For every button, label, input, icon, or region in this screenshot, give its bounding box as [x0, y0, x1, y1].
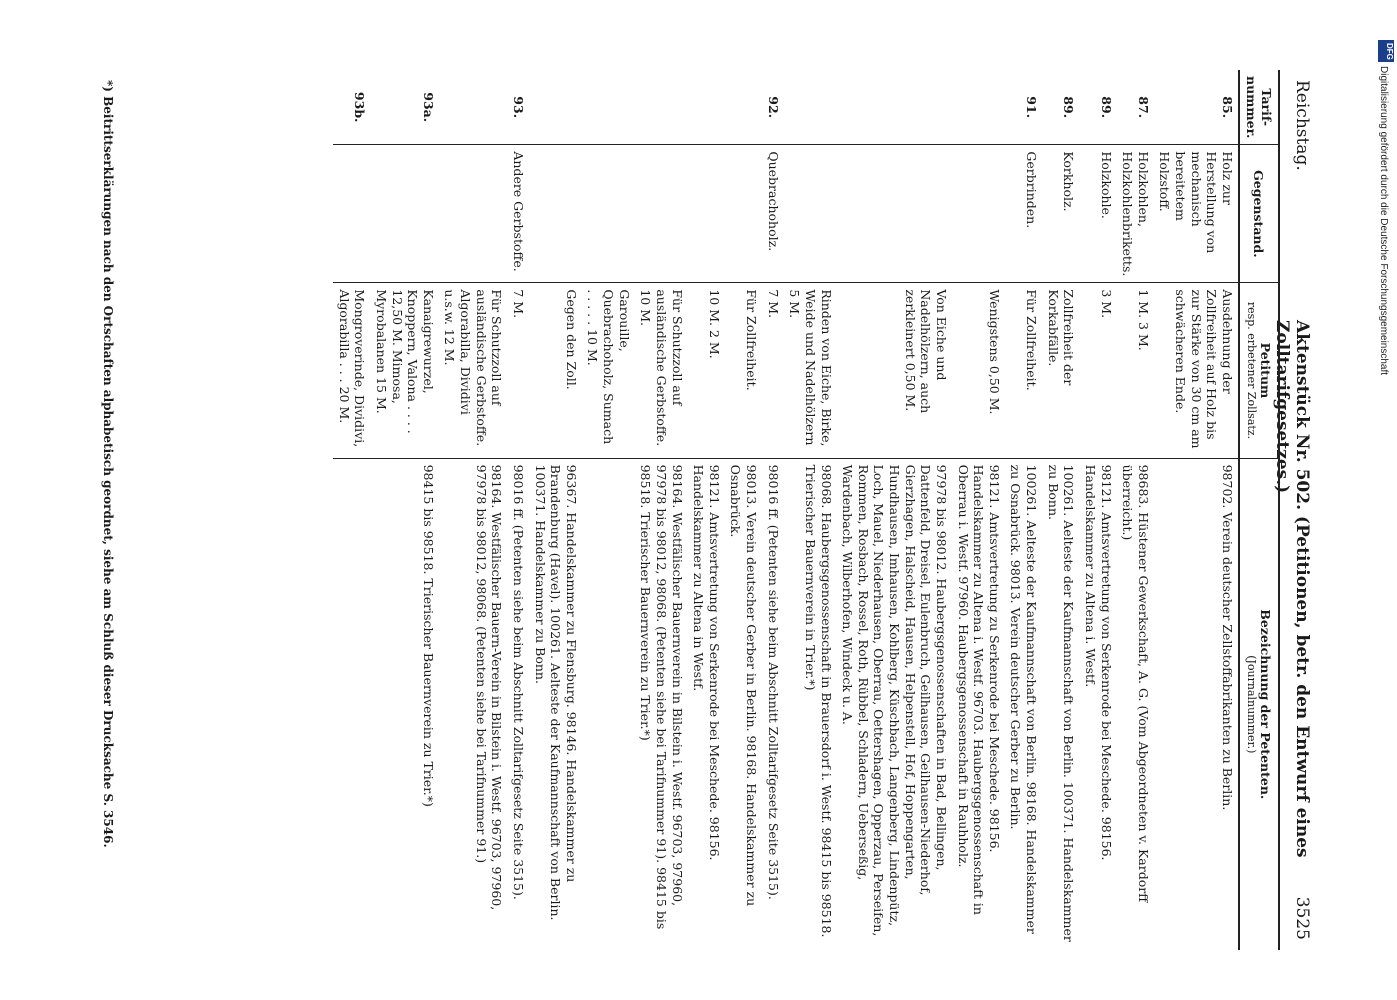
- cell-gegenstand: [784, 145, 837, 283]
- cell-gegenstand: Korkholz.: [1042, 145, 1079, 283]
- cell-petitum: Von Eiche und Nadelhölzern, auch zerkleinert 0,50 M.: [837, 283, 952, 458]
- cell-nr: 91.: [1024, 96, 1040, 119]
- cell-nr: 93.: [511, 96, 526, 119]
- cell-petitum: Garouille, Quebrachoholz, Sumach . . . . . 10 M.: [582, 283, 635, 458]
- cell-gegenstand: [725, 145, 762, 283]
- table-row: [507, 70, 529, 950]
- cell-nr: [725, 70, 762, 145]
- col-gegenstand: Gegenstand.: [1239, 145, 1279, 283]
- cell-nr: [952, 70, 1005, 145]
- cell-petenten: 98164. Westfälischer Bauernverein in Bilstein i. Westf. 96703, 97960, 97978 bis 98012, 98068. (Petenten siehe bei Tarifnummer 91). 98415 bis 98518. Trierischer Bauernverein zu Trier.*): [635, 458, 688, 950]
- col-petitum-sub: resp. erbetener Zollsatz.: [1245, 301, 1258, 440]
- dfg-logo: DFG: [1378, 40, 1394, 62]
- cell-petitum: Kanaigrewurzel, Knoppern, Valona . . . . 12,50 M. Mimosa, Myrobalanen 15 M.: [370, 283, 439, 458]
- cell-petenten: 98415 bis 98518. Trierischer Bauernverein zu Trier.*): [370, 458, 439, 950]
- cell-gegenstand: [837, 145, 952, 283]
- col-petenten: [1239, 458, 1279, 950]
- cell-petitum: 10 M. 2 M.: [688, 283, 725, 458]
- cell-petenten: 98016 ff. (Petenten siehe beim Abschnitt Zolltarifgesetz Seite 3515).: [507, 458, 529, 950]
- cell-gegenstand: Quebrachoholz.: [762, 145, 784, 283]
- rotated-content: [30, 70, 1320, 950]
- cell-nr: 89.: [1061, 96, 1077, 119]
- cell-petitum: 3 M.: [1079, 283, 1116, 458]
- table-row: [333, 70, 370, 950]
- cell-nr: 92.: [765, 96, 781, 119]
- cell-petenten: 97978 bis 98012. Haubergsgenossenschaften in Bad, Bellingen, Dattenfeld, Dreisel, Eulenbruch, Geilhausen, Geilhausen-Niederhof, Gierzhagen, Halscheid, Hausen, Helpenstell, Hof, Hoppengarten, Hundhausen, Imhausen, Kohlberg, Küschbach, Langenberg, Lindenpütz, Loch, Mauel, Niederhausen, Oberrau, Oettershagen, Opperzau, Perseifen, Rommen, Rosbach, Rossel, Roth, Rübbel, Schladern, Ueberseßig, Wardenbach, Wilberhofen, Windeck u. A.: [837, 458, 952, 950]
- table-row: [688, 70, 725, 950]
- cell-gegenstand: [529, 145, 582, 283]
- footnote: *) Beitrittserklärungen nach den Ortschaften alphabetisch geordnet, siehe am Schluß dieser Drucksache S. 3546.: [101, 80, 115, 848]
- cell-petitum: Gegen den Zoll.: [529, 283, 582, 458]
- petition-table: [333, 70, 1280, 950]
- table-row: [1042, 70, 1079, 950]
- cell-petitum: Zollfreiheit der Korkabfälle.: [1042, 283, 1079, 458]
- cell-petenten: 98013. Verein deutscher Gerber in Berlin. 98168. Handelskammer zu Osnabrück.: [725, 458, 762, 950]
- cell-petitum: 7 M.: [762, 283, 784, 458]
- cell-gegenstand: Holz zur Herstellung von mechanisch bereitetem Holzstoff.: [1154, 145, 1239, 283]
- cell-gegenstand: [952, 145, 1005, 283]
- table-row: [1079, 70, 1116, 950]
- digitization-sidebar: [1378, 40, 1394, 940]
- cell-petenten: [333, 458, 370, 950]
- cell-petitum: Ausdehnung der Zollfreiheit auf Holz bis zur Stärke von 30 cm am schwächeren Ende.: [1154, 283, 1239, 458]
- cell-gegenstand: [635, 145, 688, 283]
- table-row: [762, 70, 784, 950]
- cell-nr: [784, 70, 837, 145]
- cell-nr: [439, 70, 508, 145]
- cell-gegenstand: Andere Gerbstoffe.: [507, 145, 529, 283]
- cell-petenten: 98121. Amtsvertretung zu Serkenrode bei Meschede. 98156. Handelskammer zu Altena i. Westf. 96703. Haubergsgenossenschaft in Oberrau i. Westf. 97960. Haubergsgenossenschaft in Rauhholz.: [952, 458, 1005, 950]
- cell-petenten: 98121. Amtsvertretung von Serkenrode bei Meschede. 98156. Handelskammer zu Altena i. Westf.: [1079, 458, 1116, 950]
- header-title: Aktenstück Nr. 502. (Petitionen, betr. den Entwurf eines Zolltarifgesetzes.): [1272, 320, 1312, 858]
- table-row: [837, 70, 952, 950]
- col-tarif: Tarif-nummer.: [1239, 70, 1279, 145]
- digitization-note: Digitalisierung gefördert durch die Deutsche Forschungsgemeinschaft: [1378, 66, 1389, 376]
- cell-petenten: 100261. Aelteste der Kaufmannschaft von Berlin. 98168. Handelskammer zu Osnabrück. 98013. Verein deutscher Gerber zu Berlin.: [1005, 458, 1042, 950]
- cell-gegenstand: Holzkohle.: [1079, 145, 1116, 283]
- header-left: Reichstag.: [1292, 80, 1312, 171]
- cell-petitum: Mongroverinde, Dividivi, Algorabilla . . . 20 M.: [333, 283, 370, 458]
- cell-petenten: 96367. Handelskammer zu Flensburg. 98146. Handelskammer zu Brandenburg (Havel). 100261. Aelteste der Kaufmannschaft von Berlin. 100371. Handelskammer zu Bonn.: [529, 458, 582, 950]
- cell-nr: 85.: [1220, 96, 1235, 119]
- table-row: [1154, 70, 1239, 950]
- page-header: [1272, 70, 1320, 950]
- cell-gegenstand: Gerbrinden.: [1005, 145, 1042, 283]
- cell-petitum: Wenigstens 0,50 M.: [952, 283, 1005, 458]
- cell-petitum: Für Zollfreiheit.: [1005, 283, 1042, 458]
- cell-nr: 93b.: [352, 91, 368, 123]
- cell-petenten: 98016 ff. (Petenten siehe beim Abschnitt Zolltarifgesetz Seite 3515).: [762, 458, 784, 950]
- cell-gegenstand: Holzkohlen, Holzkohlenbriketts.: [1117, 145, 1154, 283]
- cell-petenten: 98683. Hüstener Gewerkschaft, A. G. (Vom Abgeordneten v. Kardorff überreicht.): [1117, 458, 1154, 950]
- cell-petenten: [582, 458, 635, 950]
- col-petenten-sub: (Journalnummer.): [1245, 655, 1258, 754]
- cell-petenten: 98068. Haubergsgenossenschaft in Brauersdorf i. Westf. 98415 bis 98518. Trierischer Bauernverein in Trier.*): [784, 458, 837, 950]
- cell-gegenstand: [688, 145, 725, 283]
- cell-petitum: Rinden von Eiche, Birke, Weide und Nadelhölzern 5 M.: [784, 283, 837, 458]
- table-row: [952, 70, 1005, 950]
- col-petitum-title: Petitum: [1258, 342, 1273, 399]
- table-row: [725, 70, 762, 950]
- col-petitum: [1239, 283, 1279, 458]
- table-row: [1005, 70, 1042, 950]
- cell-nr: [688, 70, 725, 145]
- cell-petitum: Für Schutzzoll auf ausländische Gerbstoffe. 10 M.: [635, 283, 688, 458]
- cell-petenten: 100261. Aelteste der Kaufmannschaft von Berlin. 100371. Handelskammer zu Bonn.: [1042, 458, 1079, 950]
- table-row: [370, 70, 439, 950]
- cell-petitum: Für Schutzzoll auf ausländische Gerbstoffe. Algorabilla, Dividivi u.s.w. 12 M.: [439, 283, 508, 458]
- cell-gegenstand: [439, 145, 508, 283]
- col-petenten-title: Bezeichnung der Petenten.: [1258, 609, 1273, 800]
- page-number: 3525: [1292, 896, 1312, 940]
- cell-nr: 93a.: [420, 92, 436, 123]
- cell-nr: [582, 70, 635, 145]
- cell-petitum: 1 M. 3 M.: [1117, 283, 1154, 458]
- cell-petenten: 98702. Verein deutscher Zellstoffabrikanten zu Berlin.: [1154, 458, 1239, 950]
- cell-nr: [529, 70, 582, 145]
- cell-nr: 87.: [1135, 96, 1151, 119]
- table-row: [529, 70, 582, 950]
- table-row: [582, 70, 635, 950]
- cell-nr: [837, 70, 952, 145]
- cell-petenten: 98121. Amtsvertretung von Serkenrode bei Meschede. 98156. Handelskammer zu Altena in Westf.: [688, 458, 725, 950]
- table-row: [784, 70, 837, 950]
- cell-petitum: 7 M.: [507, 283, 529, 458]
- cell-nr: 89.: [1098, 96, 1114, 119]
- cell-nr: [635, 70, 688, 145]
- cell-gegenstand: [333, 145, 370, 283]
- cell-gegenstand: [582, 145, 635, 283]
- table-row: [635, 70, 688, 950]
- cell-petenten: 98164. Westfälischer Bauern-Verein in Bilstein i. Westf. 96703, 97960, 97978 bis 98012, 98068. (Petenten siehe bei Tarifnummer 91.): [439, 458, 508, 950]
- table-row: [1117, 70, 1154, 950]
- cell-petitum: Für Zollfreiheit.: [725, 283, 762, 458]
- table-row: [439, 70, 508, 950]
- cell-gegenstand: [370, 145, 439, 283]
